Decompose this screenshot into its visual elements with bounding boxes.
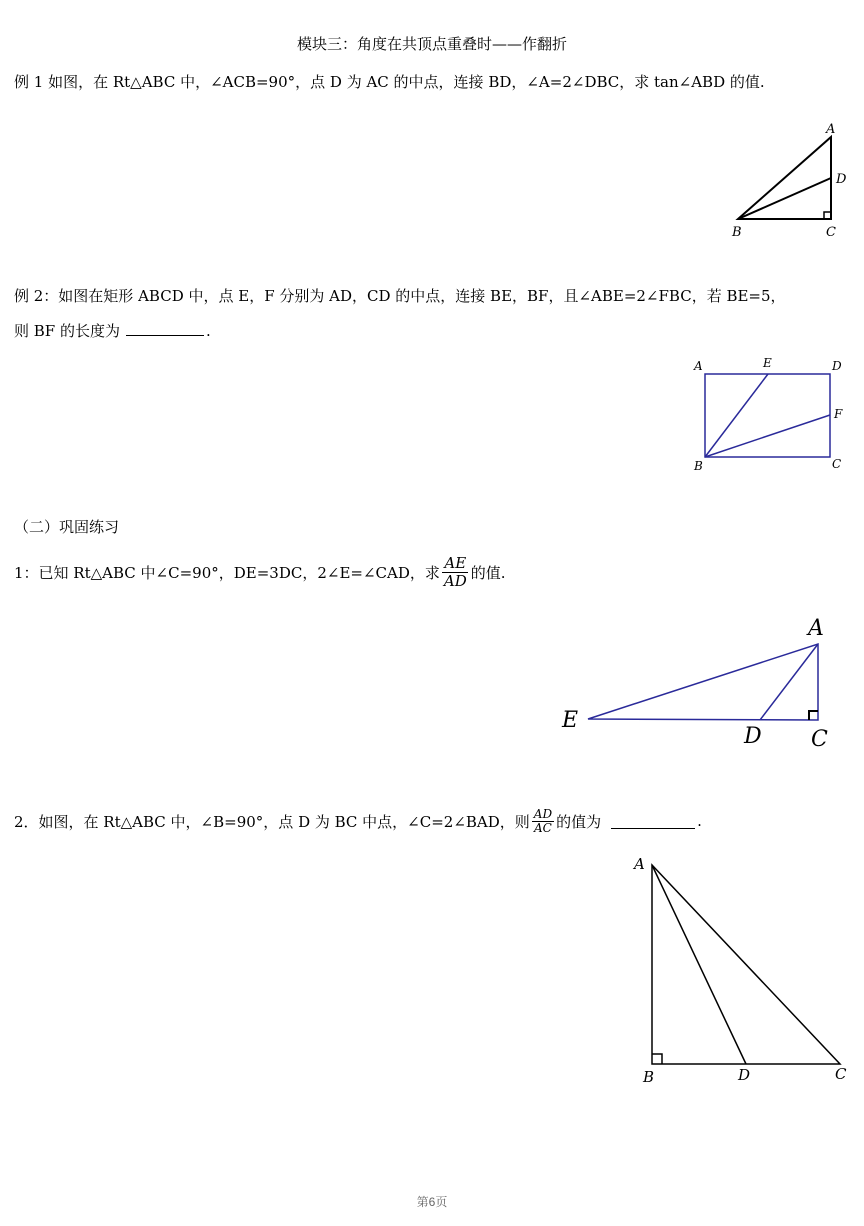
problem-2-suffix: 的值为 bbox=[556, 812, 602, 831]
label-d: D bbox=[832, 359, 842, 373]
rectangle-abcd bbox=[705, 374, 830, 457]
label-d: D bbox=[738, 1066, 751, 1084]
problem-2-question: 2．如图，在 Rt△ABC 中，∠B=90°，点 D 为 BC 中点，∠C=2∠BAD，则 bbox=[14, 812, 530, 831]
fraction-numerator: AD bbox=[533, 806, 553, 821]
example-1-text: 例 1 如图，在 Rt△ABC 中，∠ACB=90°，点 D 为 AC 的中点，连接 BD，∠A=2∠DBC，求 tan∠ABD 的值. bbox=[14, 73, 765, 91]
label-d: D bbox=[836, 172, 847, 187]
label-a: A bbox=[808, 616, 824, 641]
answer-blank bbox=[126, 321, 204, 336]
label-b: B bbox=[732, 225, 742, 240]
example-2-question: 则 BF 的长度为 bbox=[14, 322, 120, 340]
problem-2-text bbox=[14, 803, 702, 839]
segment-be bbox=[705, 374, 768, 457]
fraction-denominator: AD bbox=[443, 571, 467, 590]
segment-ad bbox=[760, 644, 818, 720]
fraction-denominator: AC bbox=[534, 820, 552, 835]
segment-bd bbox=[738, 178, 831, 219]
right-angle-mark bbox=[652, 1054, 662, 1064]
label-c: C bbox=[811, 727, 828, 752]
label-a: A bbox=[634, 855, 645, 873]
label-d: D bbox=[744, 724, 762, 749]
example-2-period: . bbox=[205, 322, 211, 340]
triangle-abc bbox=[652, 865, 840, 1064]
right-angle-mark bbox=[809, 711, 818, 720]
problem-1-suffix: 的值. bbox=[470, 563, 506, 582]
problem-1-text bbox=[14, 550, 506, 594]
triangle-abc bbox=[738, 137, 831, 219]
problem-2-period: . bbox=[697, 812, 702, 830]
example-2-text-line2 bbox=[14, 320, 211, 341]
right-angle-mark bbox=[824, 212, 831, 219]
label-e: E bbox=[562, 708, 579, 733]
example-2-text-line1: 例 2：如图在矩形 ABCD 中，点 E，F 分别为 AD，CD 的中点，连接 BE，BF，且∠ABE=2∠FBC，若 BE=5， bbox=[14, 287, 786, 305]
label-a: A bbox=[694, 359, 703, 373]
label-c: C bbox=[826, 225, 836, 240]
fraction-ae-ad bbox=[442, 555, 469, 590]
fraction-numerator: AE bbox=[444, 553, 467, 572]
label-f: F bbox=[834, 407, 843, 421]
label-c: C bbox=[832, 457, 842, 471]
problem-1-question: 1：已知 Rt△ABC 中∠C=90°，DE=3DC，2∠E=∠CAD，求 bbox=[14, 563, 440, 582]
segment-bf bbox=[705, 415, 830, 457]
fraction-ad-ac bbox=[532, 808, 554, 835]
label-b: B bbox=[643, 1068, 655, 1086]
example-1-figure bbox=[720, 115, 860, 245]
problem-1-figure bbox=[555, 612, 845, 757]
triangle-eac bbox=[588, 644, 818, 720]
section-heading: （二）巩固练习 bbox=[14, 518, 120, 536]
segment-ad bbox=[652, 865, 746, 1064]
label-e: E bbox=[763, 356, 772, 370]
label-b: B bbox=[694, 459, 703, 473]
example-2-figure bbox=[690, 354, 850, 476]
problem-2-figure bbox=[625, 850, 855, 1090]
answer-blank bbox=[611, 814, 695, 829]
page-title: 模块三：角度在共顶点重叠时——作翻折 bbox=[296, 35, 567, 53]
label-c: C bbox=[835, 1065, 847, 1083]
label-a: A bbox=[826, 122, 836, 137]
page-number: 第6页 bbox=[416, 1195, 448, 1209]
